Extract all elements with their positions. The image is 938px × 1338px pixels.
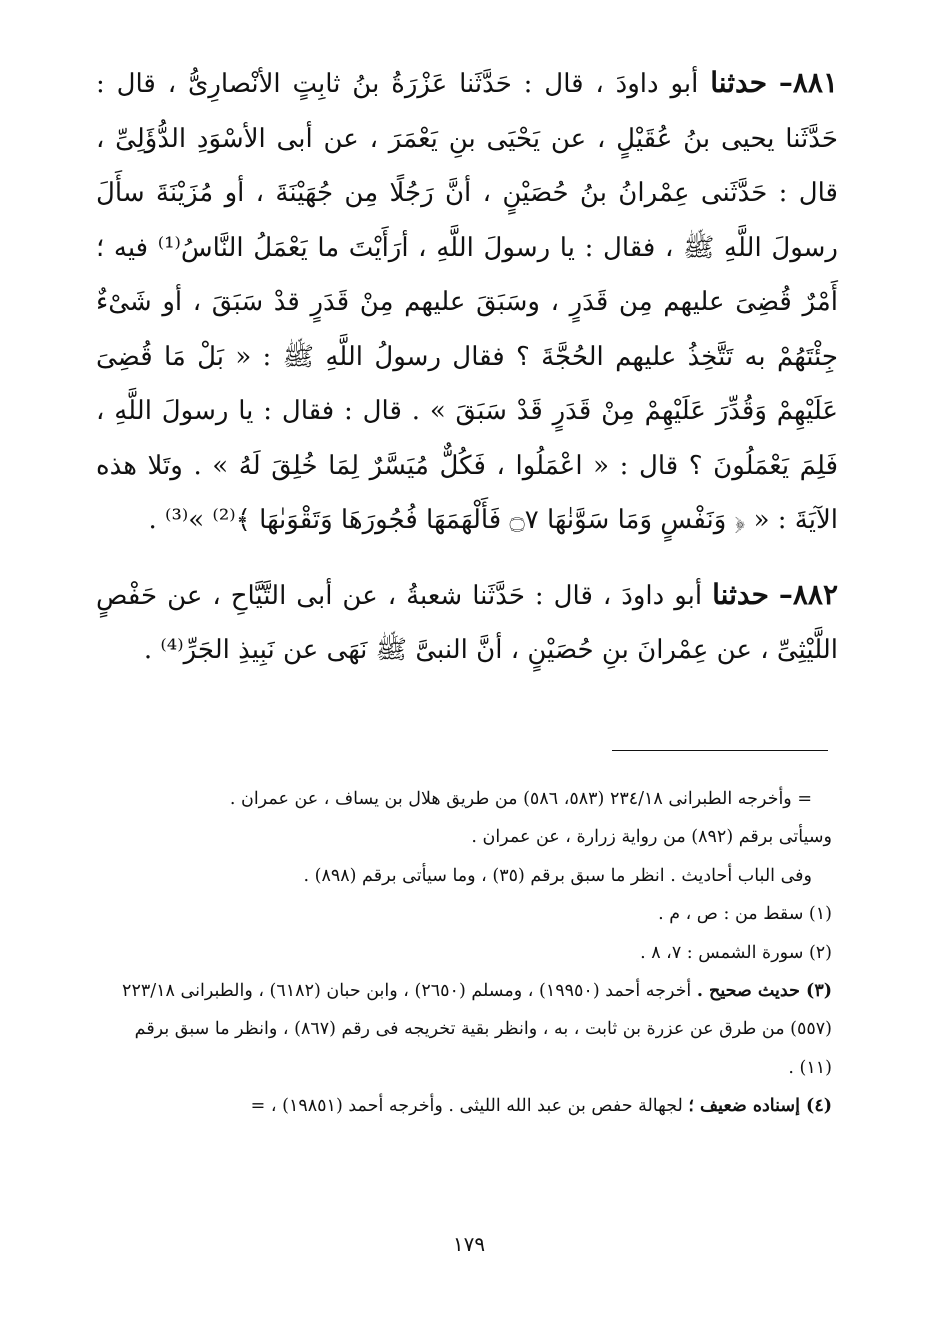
footnote-2: (٢) سورة الشمس : ٧، ٨ .	[640, 942, 832, 963]
footnotes	[100, 780, 832, 1126]
footnote-line: = وأخرجه الطبرانى ٢٣٤/١٨ (٥٨٣، ٥٨٦) من طريق هلال بن يساف ، عن عمران .	[229, 789, 812, 809]
hadith-number: ٨٨٢–	[778, 577, 838, 611]
main-text	[96, 56, 838, 678]
hadith-882	[96, 568, 838, 678]
footnote-line: وفى الباب أحاديث . انظر ما سبق برقم (٣٥) ، وما سيأتى برقم (٨٩٨) .	[303, 865, 812, 886]
hadith-881	[96, 56, 838, 548]
hadith-lead: حدثنا	[710, 66, 768, 99]
footnote-1: (١) سقط من : ص ، م .	[658, 904, 832, 925]
page-number: ١٧٩	[452, 1232, 486, 1256]
hadith-text: أبو داودَ ، قال : حَدَّثَنا شعبةُ ، عن أبى التَّيَّاحِ ، عن حَفْصٍ اللَّيْثِىِّ ، عن عِمْرانَ بنِ حُصَيْنٍ ، أنَّ النبىَّ ﷺ نَهَى عن نَبِيذِ الجَرِّ⁽⁴⁾ .	[96, 580, 838, 665]
footnote-separator	[612, 750, 828, 751]
footnote-4: (٤) إسناده ضعيف ؛ لجهالة حفص بن عبد الله الليثى . وأخرجه أحمد (١٩٨٥١) ، =	[250, 1096, 832, 1117]
hadith-text: أبو داودَ ، قال : حَدَّثَنا عَزْرَةُ بنُ ثابِتٍ الأنْصارِىُّ ، قال : حَدَّثَنا يحيى بنُ عُقَيْلٍ ، عن يَحْيَى بنِ يَعْمَرَ ، عن أبى الأسْوَدِ الدُّؤَلِىِّ ، قال : حَدَّثَنى عِمْرانُ بنُ حُصَيْنٍ ، أنَّ رَجُلًا مِن جُهَيْنَةَ ، أو مُزَيْنَةَ سأَلَ رسولَ اللَّهِ ﷺ ، فقال : يا رسولَ اللَّهِ ، أرَأَيْتَ ما يَعْمَلُ النَّاسُ⁽¹⁾ فيه ؛ أَمْرٌ قُضِىَ عليهم مِن قَدَرٍ ، وسَبَقَ عليهم مِنْ قَدَرٍ قدْ سَبَقَ ، أو شَىْءٌ جِئْتَهُمْ به تَتَّخِذُ عليهم الحُجَّةَ ؟ فقال رسولُ اللَّهِ ﷺ : « بَلْ مَا قُضِىَ عَلَيْهِمْ وَقُدِّرَ عَلَيْهِمْ مِنْ قَدَرٍ قَدْ سَبَقَ » . قال : فقال : يا رسولَ اللَّهِ ، فَلِمَ يَعْمَلُونَ ؟ قال : « اعْمَلُوا ، فَكُلٌّ مُيَسَّرٌ لِمَا خُلِقَ لَهُ » . وتَلا هذه الآيَةَ : « ﴿ وَنَفْسٍ وَمَا سَوَّنٰهَا ۝٧ فَأَلْهَمَهَا فُجُورَهَا وَتَقْوَىٰهَا ﴾⁽²⁾ »⁽³⁾ .	[96, 69, 838, 535]
footnote-3: (٣) حديث صحيح . أخرجه أحمد (١٩٩٥٠) ، ومسلم (٢٦٥٠) ، وابن حبان (٦١٨٢) ، والطبرانى ٢٢٣/١٨ (٥٥٧) من طرق عن عزرة بن ثابت ، به ، وانظر بقية تخريجه فى رقم (٨٦٧) ، وانظر ما سبق برقم (١١) .	[122, 981, 832, 1078]
hadith-number: ٨٨١–	[778, 66, 839, 99]
hadith-lead: حدثنا	[712, 577, 769, 611]
footnote-line: وسيأتى برقم (٨٩٢) من رواية زرارة ، عن عمران .	[471, 827, 832, 848]
